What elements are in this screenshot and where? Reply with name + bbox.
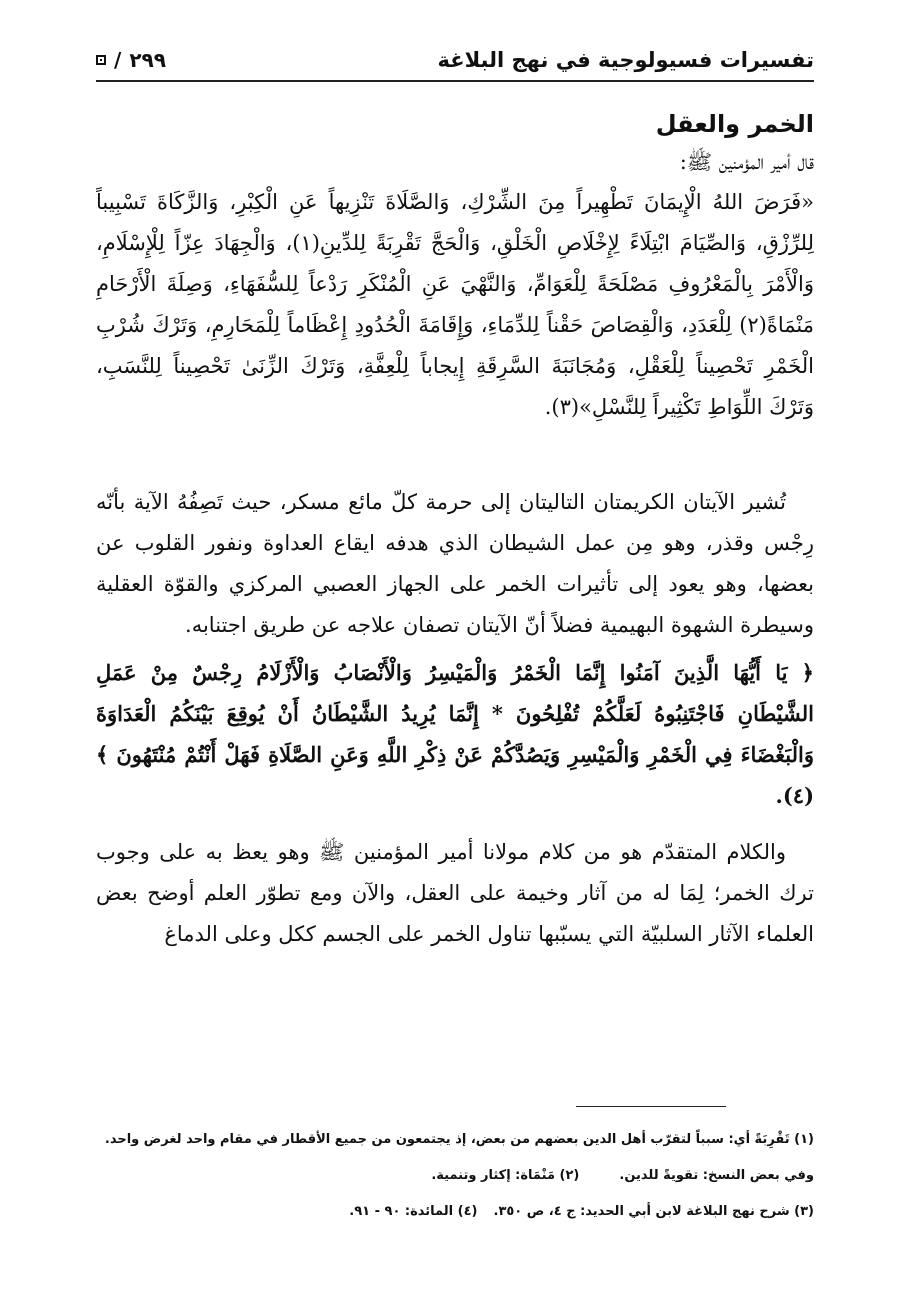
section-title: الخمر والعقل [655, 110, 814, 138]
footnote-4: (٤) المائدة: ٩٠ - ٩١. [349, 1204, 478, 1219]
quote-intro: قال أمير المؤمنين ﷺ: [679, 150, 814, 174]
running-header [96, 40, 814, 82]
body-paragraph-2: والكلام المتقدّم هو من كلام مولانا أمير المؤمنين ﷺ وهو يعظ به على وجوب ترك الخمر؛ لِمَا له من آثار وخيمة على العقل، والآن ومع تطوّر العلم أوضح بعض العلماء الآثار السلبيّة التي يسبّبها تناول الخمر على الجسم ككل وعلى الدماغ [96, 840, 814, 946]
footnotes [96, 1122, 814, 1230]
footnote-line-3 [96, 1194, 814, 1230]
page-number: ٢٩٩ [129, 48, 166, 72]
footnote-1: (١) تَقْرِبَةً أي: سبباً لتقرّب أهل الدين بعضهم من بعض، إذ يجتمعون من جميع الأقطار في مقام واحد لغرض واحد. [104, 1132, 814, 1147]
running-title: تفسيرات فسيولوجية في نهج البلاغة [437, 48, 814, 72]
hadith-quote: «فَرَضَ اللهُ الْإِيمَانَ تَطْهِيراً مِنَ الشِّرْكِ، وَالصَّلَاةَ تَنْزِيهاً عَنِ الْكِبْرِ، وَالزَّكَاةَ تَسْبِيباً لِلرِّزْقِ، وَالصِّيَامَ ابْتِلَاءً لِإِخْلَاصِ الْخَلْقِ، وَالْحَجَّ تَقْرِبَةً لِلدِّينِ(١)، وَالْجِهَادَ عِزّاً لِلْإِسْلَامِ، وَالْأَمْرَ بِالْمَعْرُوفِ مَصْلَحَةً لِلْعَوَامِّ، وَالنَّهْيَ عَنِ الْمُنْكَرِ رَدْعاً لِلسُّفَهَاءِ، وَصِلَةَ الْأَرْحَامِ مَنْمَاةً(٢) لِلْعَدَدِ، وَالْقِصَاصَ حَقْناً لِلدِّمَاءِ، وَإِقَامَةَ الْحُدُودِ إِعْظَاماً لِلْمَحَارِمِ، وَتَرْكَ شُرْبِ الْخَمْرِ تَحْصِيناً لِلْعَقْلِ، وَمُجَانَبَةَ السَّرِقَةِ إِيجاباً لِلْعِفَّةِ، وَتَرْكَ الزِّنَىٰ تَحْصِيناً لِلنَّسَبِ، وَتَرْكَ اللِّوَاطِ تَكْثِيراً لِلنَّسْلِ»(٣). [96, 190, 814, 419]
footnote-divider [576, 1106, 726, 1107]
footnote-2: (٢) مَنْمَاة: إكثار وتنمية. [431, 1168, 580, 1183]
footnote-1-variant: وفي بعض النسخ: تقويةً للدين. [619, 1168, 814, 1183]
page [96, 40, 814, 956]
page-separator: / [114, 48, 122, 72]
square-bullet-icon [96, 55, 106, 65]
footnote-3: (٣) شرح نهج البلاغة لابن أبي الحديد: ج ٤، ص ٣٥٠. [493, 1204, 814, 1219]
body-paragraph-1: تُشير الآيتان الكريمتان التاليتان إلى حرمة كلّ مائع مسكر، حيث تَصِفُهُ الآية بأنّه رِجْس وقذر، وهو مِن عمل الشيطان الذي هدفه ايقاع العداوة ونفور القلوب عن بعضها، وهو يعود إلى تأثيرات الخمر على الجهاز العصبي المركزي والقوّة العقلية وسيطرة الشهوة البهيمية فضلاً أنّ الآيتان تصفان علاجه عن طريق اجتنابه. [96, 490, 814, 637]
page-number-group [96, 48, 166, 72]
footnote-line-2 [96, 1158, 814, 1194]
quran-verse: ﴿ يَا أَيُّهَا الَّذِينَ آمَنُوا إِنَّمَا الْخَمْرُ وَالْمَيْسِرُ وَالْأَنْصَابُ وَالْأَزْلَامُ رِجْسٌ مِنْ عَمَلِ الشَّيْطَانِ فَاجْتَنِبُوهُ لَعَلَّكُمْ تُفْلِحُونَ * إِنَّمَا يُرِيدُ الشَّيْطَانُ أَنْ يُوقِعَ بَيْنَكُمُ الْعَدَاوَةَ وَالْبَغْضَاءَ فِي الْخَمْرِ وَالْمَيْسِرِ وَيَصُدَّكُمْ عَنْ ذِكْرِ اللَّهِ وَعَنِ الصَّلَاةِ فَهَلْ أَنْتُمْ مُنْتَهُونَ ﴾(٤). [96, 660, 814, 808]
